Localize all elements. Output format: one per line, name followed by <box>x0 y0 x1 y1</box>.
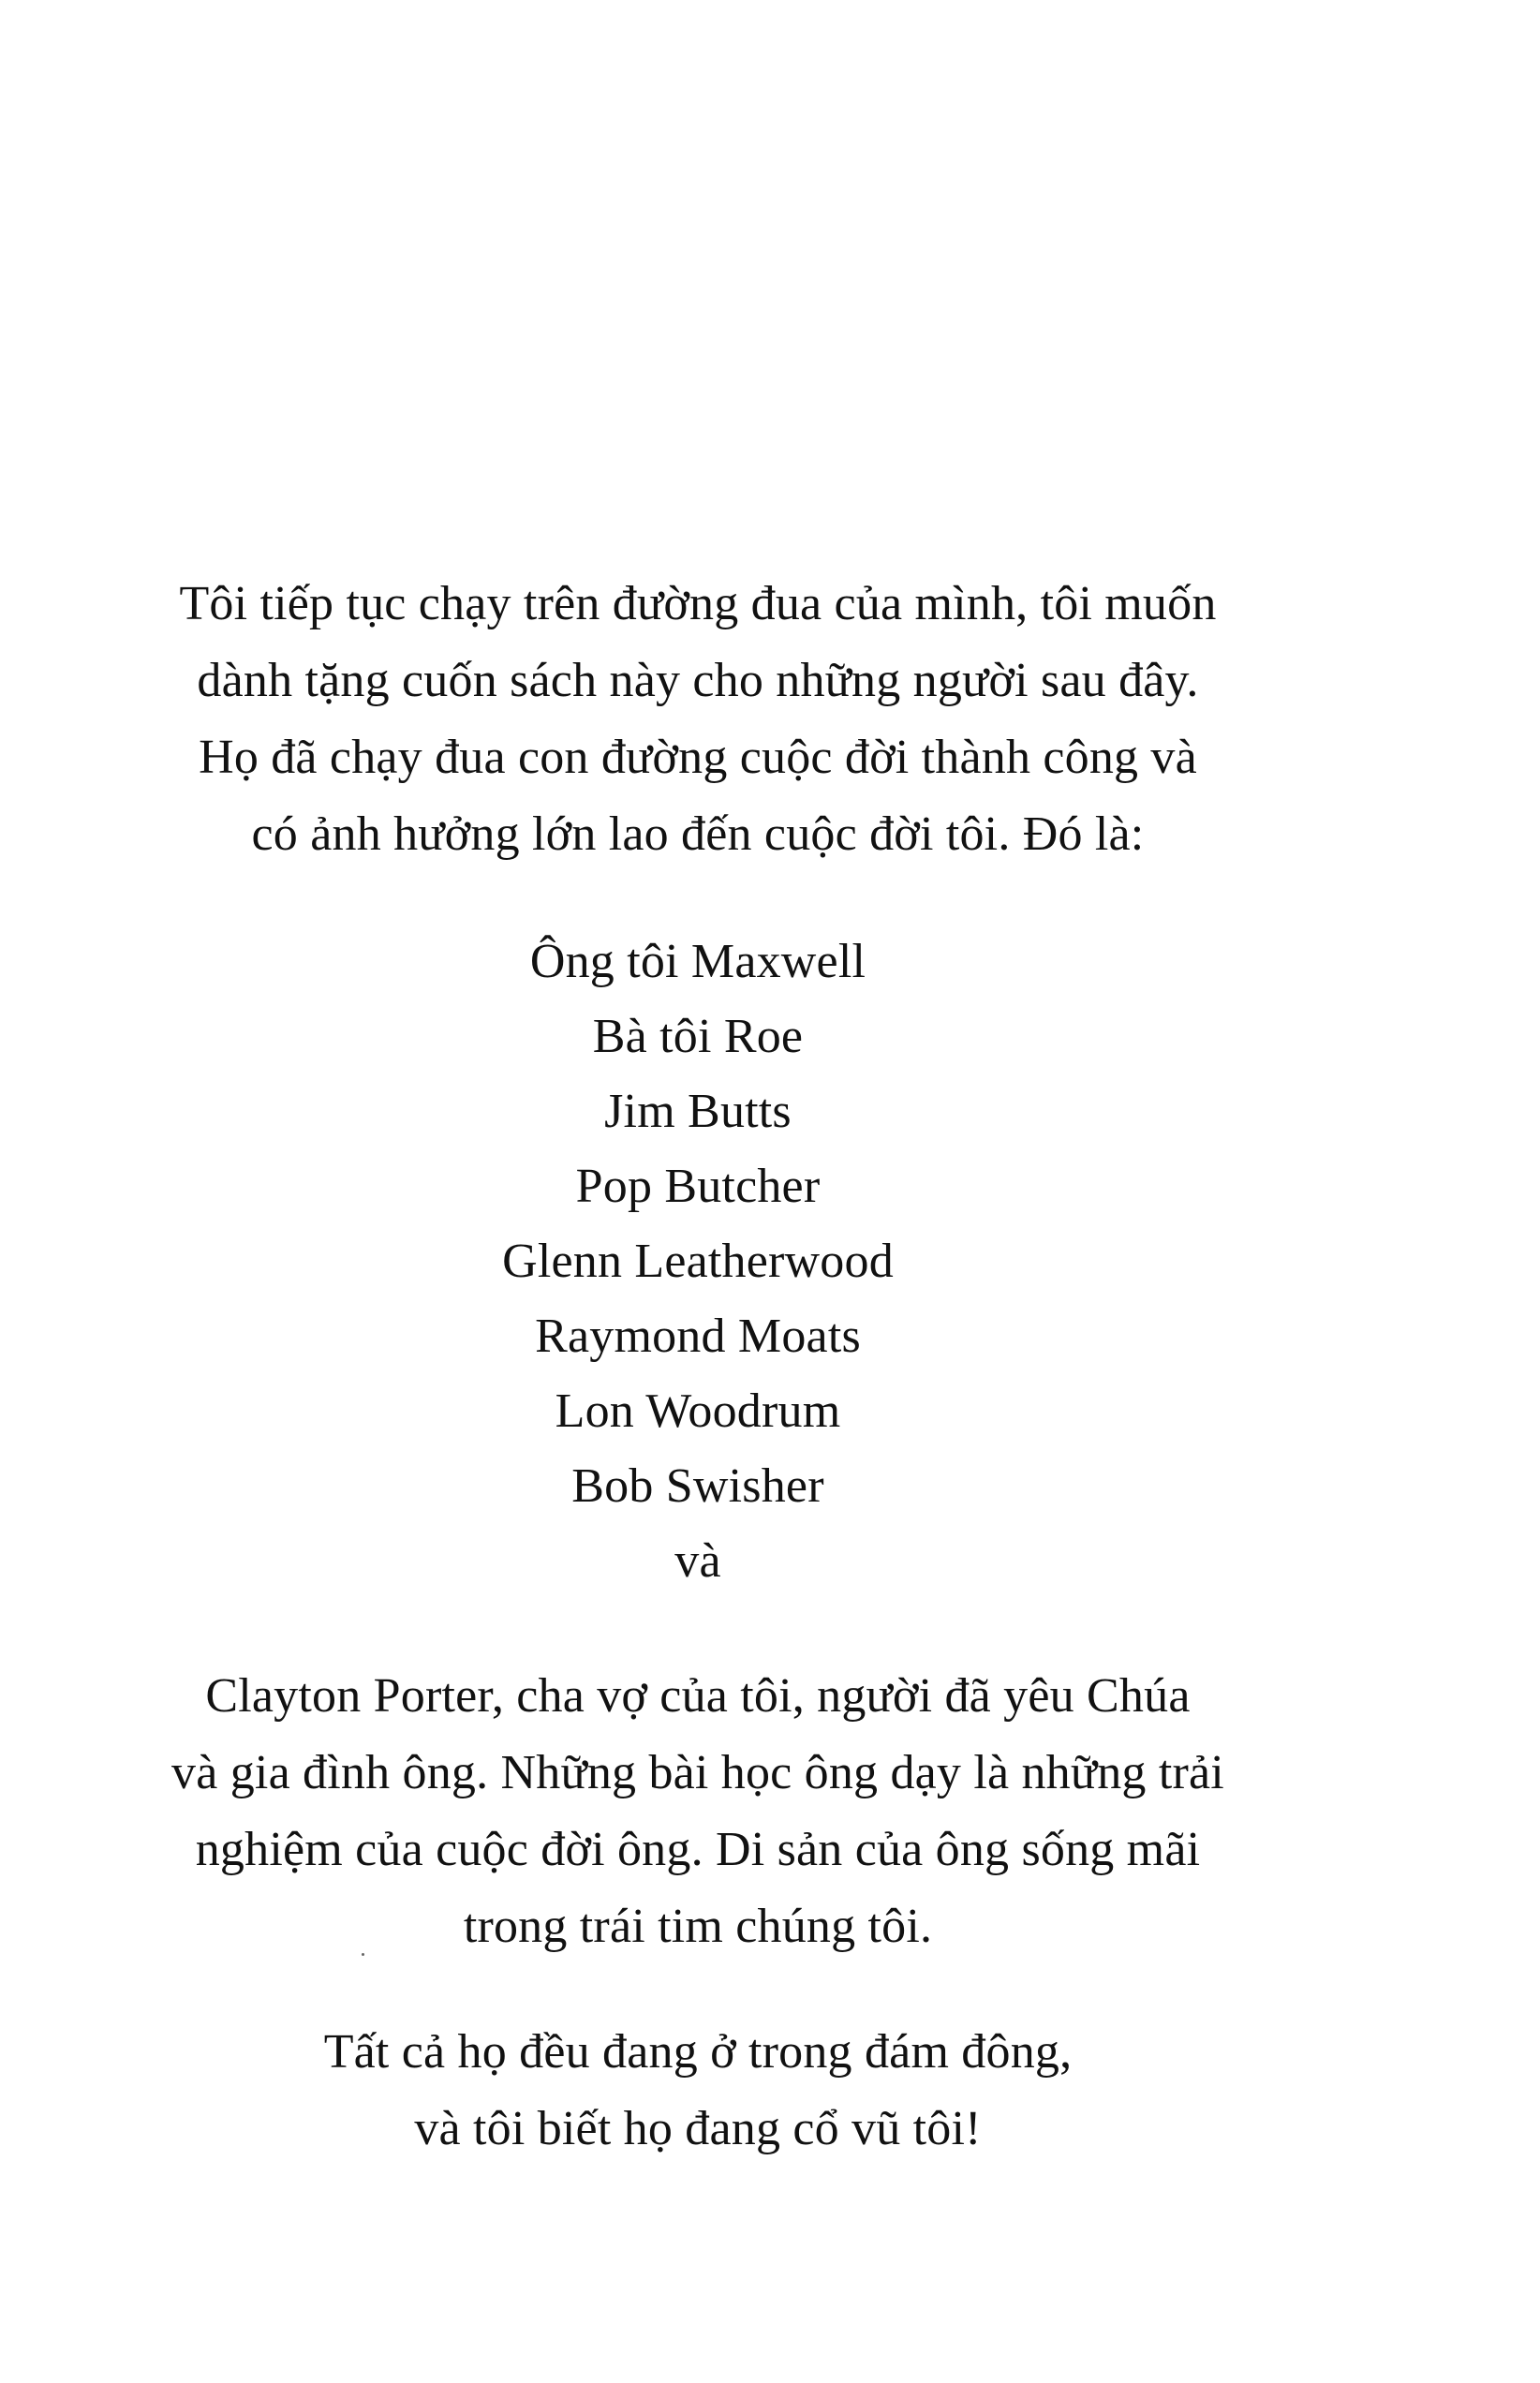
closing-line: Tất cả họ đều đang ở trong đám đông, <box>323 2025 1073 2079</box>
dedicatee-name: Raymond Moats <box>535 1310 861 1363</box>
scan-speck <box>362 1953 364 1956</box>
intro-line: dành tặng cuốn sách này cho những người sau đây. <box>197 654 1199 707</box>
dedicatee-name: Bà tôi Roe <box>592 1010 804 1063</box>
dedicatee-name: Pop Butcher <box>575 1160 821 1213</box>
closing-line: và tôi biết họ đang cổ vũ tôi! <box>414 2102 982 2155</box>
dedicatee-name: Glenn Leatherwood <box>502 1235 894 1288</box>
intro-line: Họ đã chạy đua con đường cuộc đời thành công và <box>199 731 1197 784</box>
intro-line: có ảnh hưởng lớn lao đến cuộc đời tôi. Đó là: <box>251 807 1145 861</box>
tribute-line: Clayton Porter, cha vợ của tôi, người đã yêu Chúa <box>205 1669 1191 1723</box>
dedicatee-name: Ông tôi Maxwell <box>529 935 866 988</box>
dedicatee-name: Bob Swisher <box>571 1459 824 1513</box>
tribute-line: trong trái tim chúng tôi. <box>463 1900 933 1953</box>
tribute-line: và gia đình ông. Những bài học ông dạy là những trải <box>171 1746 1224 1799</box>
tribute-line: nghiệm của cuộc đời ông. Di sản của ông sống mãi <box>195 1823 1201 1876</box>
intro-line: Tôi tiếp tục chạy trên đường đua của mình, tôi muốn <box>179 577 1217 630</box>
dedicatee-name: Lon Woodrum <box>555 1384 841 1438</box>
conjunction: và <box>674 1534 721 1588</box>
dedicatee-name: Jim Butts <box>604 1085 792 1138</box>
